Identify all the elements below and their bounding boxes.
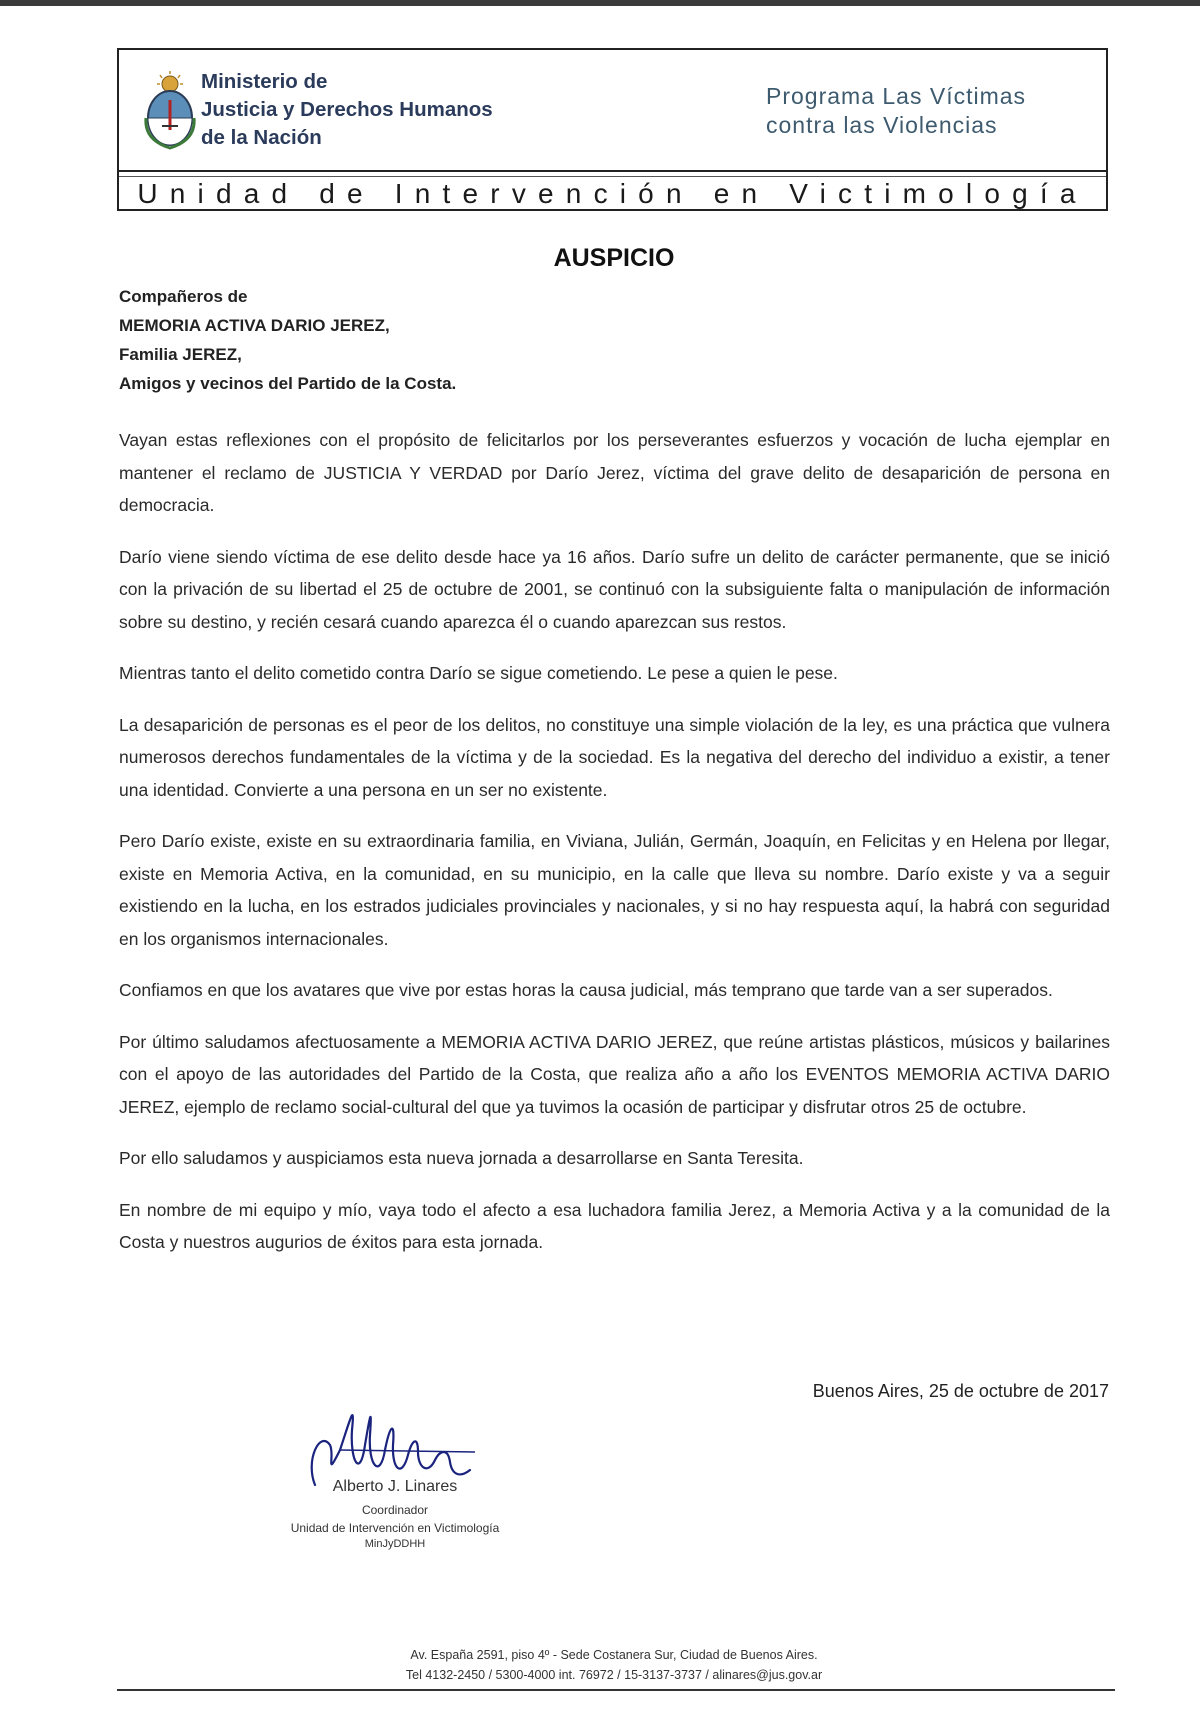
recipient-line: Familia JEREZ, (119, 345, 242, 364)
signatory-role: Coordinador (361, 1503, 429, 1517)
program-name (766, 82, 1066, 140)
recipient-line: Compañeros de (119, 287, 248, 306)
ministry-line: Justicia y Derechos Humanos (201, 98, 493, 121)
recipient-line: Amigos y vecinos del Partido de la Costa. (119, 374, 457, 393)
paragraph: Vayan estas reflexiones con el propósito de felicitarlos por los perseverantes esfuerzos y vocación de lucha ejemplar en mantener el reclamo de JUSTICIA Y VERDAD por Darío Jerez, víctima del grave delito de desaparición de persona en democracia. (119, 430, 1110, 515)
date-line: Buenos Aires, 25 de octubre de 2017 (812, 1381, 1109, 1401)
recipient-line: MEMORIA ACTIVA DARIO JEREZ, (119, 316, 390, 335)
letter-body (119, 424, 1110, 1278)
signatory-ministry: MinJyDDHH (364, 1538, 426, 1550)
ministry-line: Ministerio de (201, 70, 328, 93)
recipients-block (119, 282, 819, 398)
footer-address: Av. España 2591, piso 4º - Sede Costanera Sur, Ciudad de Buenos Aires. (410, 1648, 818, 1662)
paragraph: Darío viene siendo víctima de ese delito desde hace ya 16 años. Darío sufre un delito de carácter permanente, que se inició con la privación de su libertad el 25 de octubre de 2001, se continuó con la subsiguiente falta o manipulación de información sobre su destino, y recién cesará cuando aparezca él o cuando aparezcan sus restos. (119, 546, 1110, 632)
program-line: contra las Violencias (766, 112, 998, 138)
top-border (0, 0, 1200, 6)
letterhead (117, 48, 1108, 211)
program-line: Programa Las Víctimas (766, 83, 1027, 109)
argentina-coat-of-arms-icon (142, 70, 198, 152)
ministry-line: de la Nación (201, 126, 322, 149)
signatory-unit: Unidad de Intervención en Victimología (290, 1521, 500, 1535)
ministry-name (201, 68, 531, 152)
document-title: AUSPICIO (553, 244, 675, 272)
paragraph: Por ello saludamos y auspiciamos esta nueva jornada a desarrollarse en Santa Teresita. (119, 1148, 804, 1168)
footer-contact: Tel 4132-2450 / 5300-4000 int. 76972 / 15-3137-3737 / alinares@jus.gov.ar (405, 1668, 823, 1682)
header-divider (119, 170, 1106, 172)
footer-divider (117, 1689, 1115, 1691)
paragraph: Por último saludamos afectuosamente a MEMORIA ACTIVA DARIO JEREZ, que reúne artistas plásticos, músicos y bailarines con el apoyo de las autoridades del Partido de la Costa, que realiza año a año los EVENTOS MEMORIA ACTIVA DARIO JEREZ, ejemplo de reclamo social-cultural del que ya tuvimos la ocasión de participar y disfrutar otros 25 de octubre. (119, 1031, 1110, 1117)
unit-title: Unidad de Intervención en Victimología (137, 178, 1088, 209)
paragraph: La desaparición de personas es el peor de los delitos, no constituye una simple violación de la ley, es una práctica que vulnera numerosos derechos fundamentales de la víctima y de la sociedad. Es la negativa del derecho del individuo a existir, a tener una identidad. Convierte a una persona en un ser no existente. (119, 714, 1110, 800)
paragraph: Confiamos en que los avatares que vive por estas horas la causa judicial, más temprano que tarde van a ser superados. (119, 980, 1053, 1000)
paragraph: Pero Darío existe, existe en su extraordinaria familia, en Viviana, Julián, Germán, Joaquín, en Felicitas y en Helena por llegar, existe en Memoria Activa, en la comunidad, en su municipio, en la calle que lleva su nombre. Darío existe y va a seguir existiendo en la lucha, en los estrados judiciales provinciales y nacionales, y si no hay respuesta aquí, la habrá con seguridad en los organismos internacionales. (119, 831, 1110, 949)
signatory-name: Alberto J. Linares (332, 1478, 458, 1495)
paragraph: En nombre de mi equipo y mío, vaya todo el afecto a esa luchadora familia Jerez, a Memoria Activa y a la comunidad de la Costa y nuestros augurios de éxitos para esta jornada. (119, 1199, 1110, 1252)
paragraph: Mientras tanto el delito cometido contra Darío se sigue cometiendo. Le pese a quien le pese. (119, 663, 838, 683)
